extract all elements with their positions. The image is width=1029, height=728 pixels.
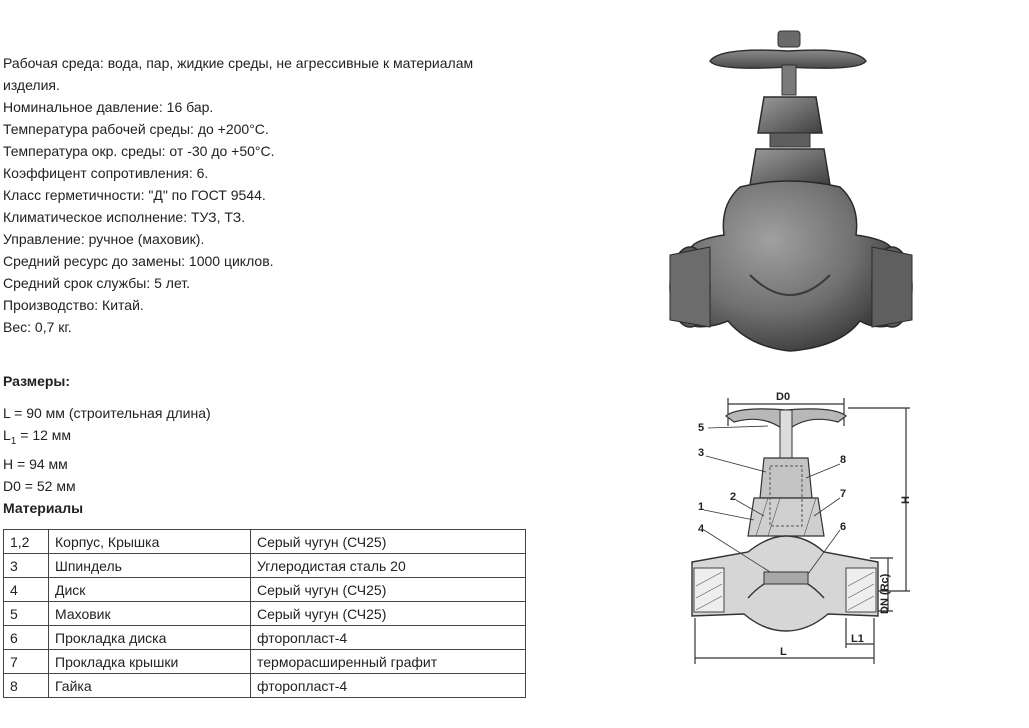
spec-line: Коэффицент сопротивления: 6. xyxy=(3,165,209,181)
dimension-L1 xyxy=(3,424,211,453)
part-material: терморасширенный графит xyxy=(251,650,526,674)
dimension-L1-prefix: L xyxy=(3,427,11,443)
part-material: Серый чугун (СЧ25) xyxy=(251,578,526,602)
part-number: 1,2 xyxy=(4,530,49,554)
dimensions-heading: Размеры: xyxy=(3,373,71,389)
part-name: Диск xyxy=(49,578,251,602)
table-row xyxy=(4,602,526,626)
part-material: фторопласт-4 xyxy=(251,626,526,650)
label-6: 6 xyxy=(840,521,847,533)
label-H: H xyxy=(900,496,912,504)
label-8: 8 xyxy=(840,454,847,466)
part-name: Гайка xyxy=(49,674,251,698)
dimension-L1-subscript: 1 xyxy=(10,435,17,447)
part-number: 6 xyxy=(4,626,49,650)
table-row xyxy=(4,530,526,554)
spec-line: Температура окр. среды: от -30 до +50°С. xyxy=(3,143,275,159)
spec-line: Средний ресурс до замены: 1000 циклов. xyxy=(3,253,274,269)
dimension-L: L = 90 мм (строительная длина) xyxy=(3,405,211,421)
label-L1: L1 xyxy=(851,633,864,645)
specifications-list xyxy=(3,52,503,338)
dimension-H: H = 94 мм xyxy=(3,455,68,472)
spec-line: Рабочая среда: вода, пар, жидкие среды, не агрессивные к материалам xyxy=(3,55,474,71)
materials-table xyxy=(3,529,526,698)
dimension-D0: D0 = 52 мм xyxy=(3,477,76,494)
spec-line: Климатическое исполнение: ТУЗ, ТЗ. xyxy=(3,209,246,225)
part-number: 7 xyxy=(4,650,49,674)
part-name: Прокладка диска xyxy=(49,626,251,650)
part-material: Углеродистая сталь 20 xyxy=(251,554,526,578)
part-name: Корпус, Крышка xyxy=(49,530,251,554)
spec-line: Класс герметичности: "Д" по ГОСТ 9544. xyxy=(3,187,266,203)
label-2: 2 xyxy=(730,491,737,503)
table-row xyxy=(4,578,526,602)
spec-line: Температура рабочей среды: до +200°С. xyxy=(3,121,269,137)
spec-line: Производство: Китай. xyxy=(3,297,144,313)
part-material: фторопласт-4 xyxy=(251,674,526,698)
materials-heading: Материалы xyxy=(3,500,84,516)
label-3: 3 xyxy=(698,447,705,459)
part-name: Прокладка крышки xyxy=(49,650,251,674)
part-number: 5 xyxy=(4,602,49,626)
table-row xyxy=(4,650,526,674)
dimensions-list xyxy=(3,402,211,497)
label-1: 1 xyxy=(698,501,705,513)
label-DN: DN (Rc) xyxy=(879,573,891,614)
spec-line: Средний срок службы: 5 лет. xyxy=(3,275,191,291)
table-row xyxy=(4,626,526,650)
part-name: Маховик xyxy=(49,602,251,626)
dimension-L1-value: = 12 мм xyxy=(16,427,72,443)
table-row xyxy=(4,554,526,578)
spec-line: Управление: ручное (маховик). xyxy=(3,231,205,247)
part-number: 4 xyxy=(4,578,49,602)
valve-technical-drawing xyxy=(688,386,928,668)
part-material: Серый чугун (СЧ25) xyxy=(251,530,526,554)
part-material: Серый чугун (СЧ25) xyxy=(251,602,526,626)
valve-photo xyxy=(660,25,920,360)
label-7: 7 xyxy=(840,488,847,500)
table-row xyxy=(4,674,526,698)
part-number: 8 xyxy=(4,674,49,698)
part-name: Шпиндель xyxy=(49,554,251,578)
spec-line: Номинальное давление: 16 бар. xyxy=(3,99,214,115)
label-D0: D0 xyxy=(776,391,791,403)
spec-line: изделия. xyxy=(3,77,60,93)
part-number: 3 xyxy=(4,554,49,578)
spec-line: Вес: 0,7 кг. xyxy=(3,319,72,335)
label-L: L xyxy=(780,646,787,658)
label-4: 4 xyxy=(698,523,705,535)
label-5: 5 xyxy=(698,422,705,434)
